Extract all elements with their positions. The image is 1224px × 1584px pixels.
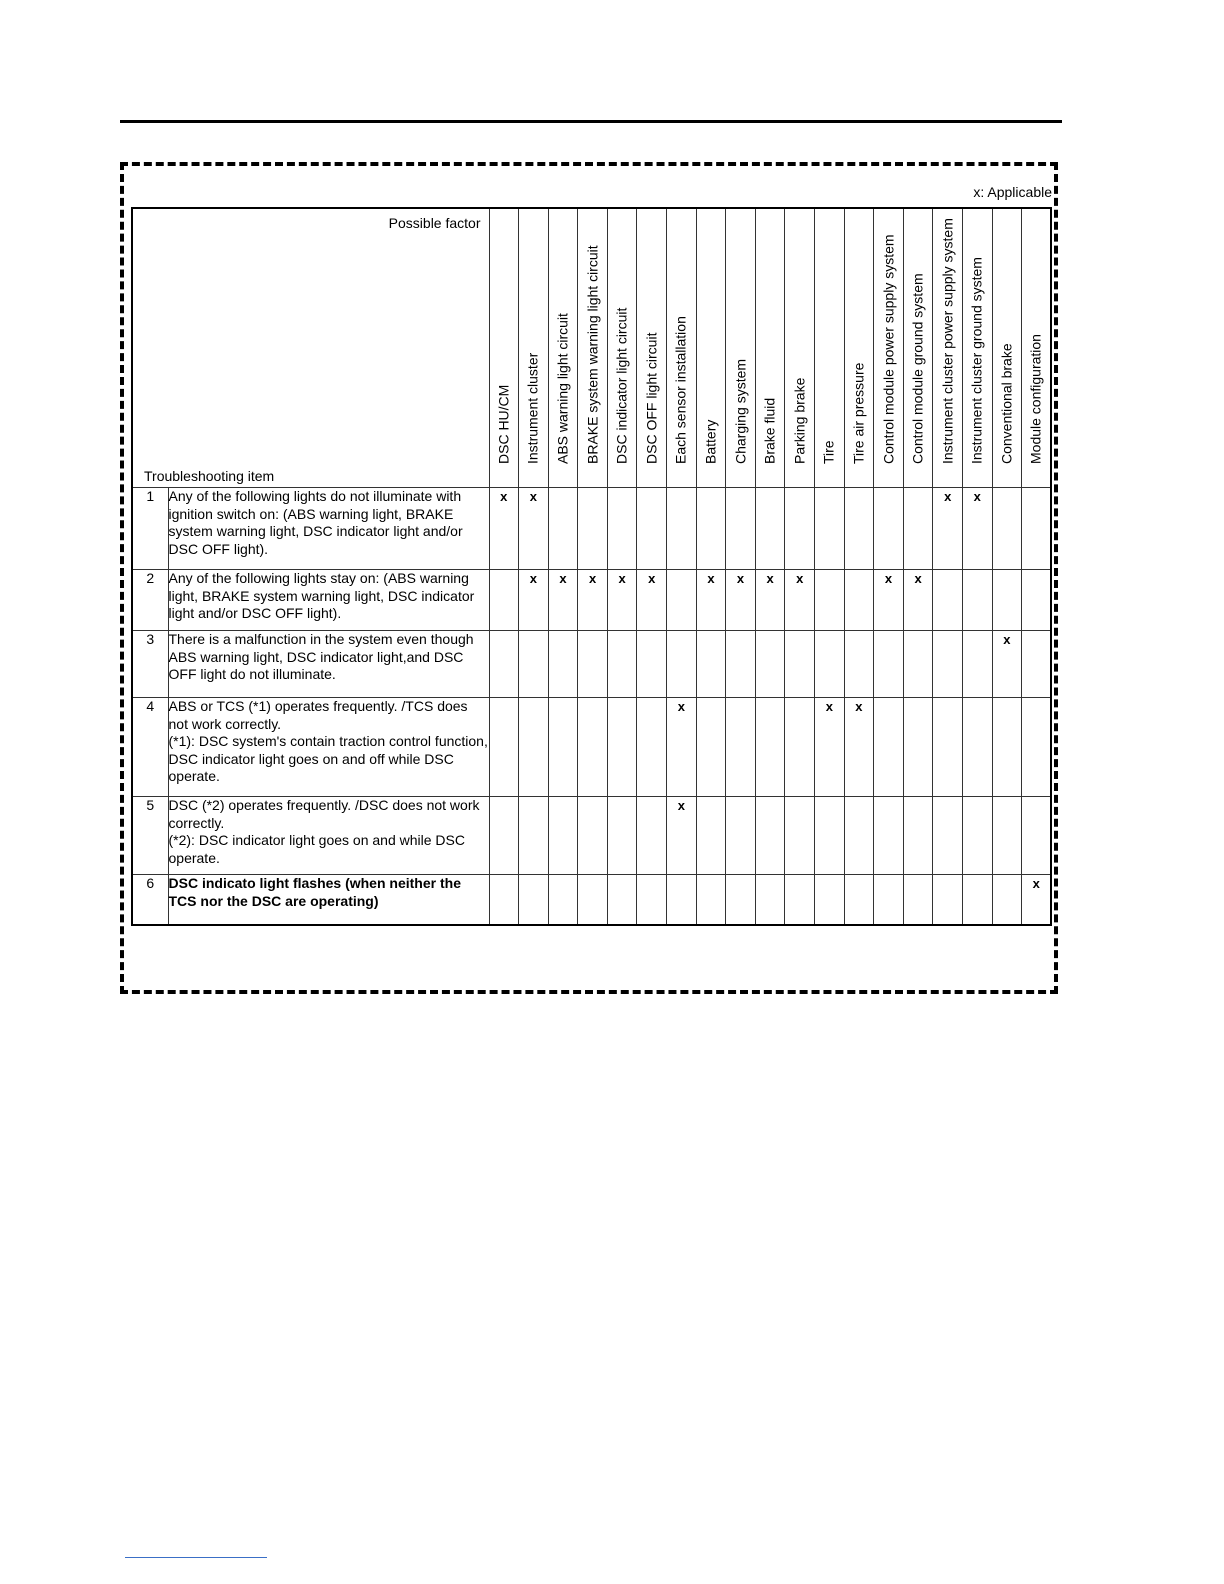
applicability-cell xyxy=(785,698,815,797)
factor-header xyxy=(992,208,1022,488)
table-row xyxy=(132,488,1051,570)
applicability-cell xyxy=(519,875,549,925)
applicability-cell xyxy=(726,631,756,698)
applicability-cell xyxy=(755,488,785,570)
applicability-cell xyxy=(785,631,815,698)
factor-header xyxy=(489,208,519,488)
applicable-mark: x xyxy=(973,489,981,504)
factor-header xyxy=(874,208,904,488)
applicable-mark: x xyxy=(855,699,863,714)
applicable-mark: x xyxy=(648,571,656,586)
factor-label: BRAKE system warning light circuit xyxy=(583,244,600,464)
factor-label: Conventional brake xyxy=(998,342,1015,464)
applicability-cell xyxy=(726,698,756,797)
applicability-cell xyxy=(903,488,933,570)
applicability-cell xyxy=(1022,570,1052,631)
applicability-cell xyxy=(874,797,904,875)
applicability-cell xyxy=(844,698,874,797)
applicable-mark: x xyxy=(559,571,567,586)
factor-header xyxy=(726,208,756,488)
factor-header xyxy=(903,208,933,488)
applicability-cell xyxy=(963,797,993,875)
applicability-cell xyxy=(874,488,904,570)
applicability-cell xyxy=(489,797,519,875)
applicable-mark: x xyxy=(618,571,626,586)
factor-label: DSC OFF light circuit xyxy=(643,332,660,464)
factor-label: Module configuration xyxy=(1027,333,1044,464)
applicability-cell xyxy=(519,488,549,570)
applicability-cell xyxy=(696,570,726,631)
applicability-cell xyxy=(726,570,756,631)
applicability-cell xyxy=(637,570,667,631)
row-number: 5 xyxy=(132,797,168,875)
applicability-cell xyxy=(815,875,845,925)
table-row xyxy=(132,797,1051,875)
applicability-cell xyxy=(755,570,785,631)
applicability-cell xyxy=(489,488,519,570)
applicability-cell xyxy=(933,875,963,925)
factor-label: DSC indicator light circuit xyxy=(613,307,630,464)
factor-header xyxy=(1022,208,1052,488)
factor-label: Tire air pressure xyxy=(850,362,867,464)
factor-label: Tire xyxy=(820,439,837,464)
applicability-cell xyxy=(874,570,904,631)
factor-label: Each sensor installation xyxy=(672,315,689,464)
applicability-cell xyxy=(992,797,1022,875)
row-number: 4 xyxy=(132,698,168,797)
applicability-cell xyxy=(548,698,578,797)
applicability-cell xyxy=(726,797,756,875)
applicability-cell xyxy=(637,488,667,570)
applicability-cell xyxy=(519,698,549,797)
factor-header xyxy=(667,208,697,488)
row-number: 6 xyxy=(132,875,168,925)
applicability-cell xyxy=(607,631,637,698)
factor-label: DSC HU/CM xyxy=(495,384,512,464)
row-description: Any of the following lights do not illuminate with ignition switch on: (ABS warning light, BRAKE system warning light, DSC indicator light and/or DSC OFF light). xyxy=(168,488,489,570)
troubleshooting-item-label: Troubleshooting item xyxy=(144,467,275,484)
applicability-cell xyxy=(696,488,726,570)
table-row xyxy=(132,698,1051,797)
applicable-mark: x xyxy=(884,571,893,586)
applicable-mark: x xyxy=(707,571,715,586)
top-rule xyxy=(120,120,1062,123)
applicability-cell xyxy=(548,570,578,631)
factor-header xyxy=(755,208,785,488)
factor-header xyxy=(607,208,637,488)
applicable-mark: x xyxy=(1032,876,1040,891)
applicability-cell xyxy=(874,631,904,698)
factor-header xyxy=(637,208,667,488)
header-row xyxy=(132,208,1051,488)
table-row xyxy=(132,570,1051,631)
applicability-cell xyxy=(578,570,608,631)
factor-header xyxy=(548,208,578,488)
factor-label: Battery xyxy=(702,419,719,464)
applicability-cell xyxy=(519,797,549,875)
applicability-cell xyxy=(815,797,845,875)
applicable-mark: x xyxy=(825,699,833,714)
applicability-cell xyxy=(903,875,933,925)
applicable-mark: x xyxy=(796,571,804,586)
factor-label: Instrument cluster xyxy=(524,352,541,464)
applicability-cell xyxy=(637,875,667,925)
applicability-cell xyxy=(1022,875,1052,925)
applicability-cell xyxy=(637,698,667,797)
applicability-cell xyxy=(992,698,1022,797)
factor-label: ABS warning light circuit xyxy=(554,312,571,464)
applicability-cell xyxy=(755,631,785,698)
applicability-cell xyxy=(963,631,993,698)
applicability-cell xyxy=(578,698,608,797)
row-description: ABS or TCS (*1) operates frequently. /TCS does not work correctly. (*1): DSC system's contain traction control function, DSC indicator light goes on and off while DSC operate. xyxy=(168,698,489,797)
applicability-cell xyxy=(844,631,874,698)
applicability-cell xyxy=(696,875,726,925)
row-number: 1 xyxy=(132,488,168,570)
applicability-cell xyxy=(1022,698,1052,797)
applicability-cell xyxy=(548,488,578,570)
applicability-cell xyxy=(578,797,608,875)
applicability-cell xyxy=(578,875,608,925)
applicability-cell xyxy=(992,570,1022,631)
applicability-cell xyxy=(933,631,963,698)
applicable-mark: x xyxy=(914,571,922,586)
applicability-cell xyxy=(815,631,845,698)
table-row xyxy=(132,631,1051,698)
factor-header xyxy=(963,208,993,488)
factor-label: Control module ground system xyxy=(909,272,926,464)
applicability-cell xyxy=(844,875,874,925)
factor-header xyxy=(933,208,963,488)
applicable-mark: x xyxy=(766,571,774,586)
applicability-cell xyxy=(667,570,697,631)
applicability-cell xyxy=(489,875,519,925)
applicability-cell xyxy=(667,797,697,875)
corner-header xyxy=(132,208,489,488)
applicability-cell xyxy=(726,875,756,925)
applicability-cell xyxy=(667,698,697,797)
applicable-mark: x xyxy=(677,699,685,714)
applicability-cell xyxy=(963,698,993,797)
applicability-cell xyxy=(903,570,933,631)
applicability-cell xyxy=(607,698,637,797)
applicability-cell xyxy=(785,797,815,875)
applicability-cell xyxy=(815,488,845,570)
applicability-cell xyxy=(607,488,637,570)
applicable-mark: x xyxy=(588,571,597,586)
applicability-cell xyxy=(963,488,993,570)
applicable-mark: x xyxy=(736,571,745,586)
possible-factor-label: Possible factor xyxy=(388,215,481,231)
applicability-cell xyxy=(548,797,578,875)
applicability-cell xyxy=(815,570,845,631)
applicability-cell xyxy=(696,631,726,698)
applicable-mark: x xyxy=(944,489,952,504)
factor-label: Control module power supply system xyxy=(879,233,896,464)
applicability-cell xyxy=(844,570,874,631)
applicability-cell xyxy=(696,797,726,875)
applicability-cell xyxy=(667,488,697,570)
factor-header xyxy=(696,208,726,488)
applicability-cell xyxy=(815,698,845,797)
applicability-cell xyxy=(903,631,933,698)
factor-header xyxy=(785,208,815,488)
applicability-cell xyxy=(696,698,726,797)
applicability-cell xyxy=(933,797,963,875)
row-description: DSC (*2) operates frequently. /DSC does not work correctly. (*2): DSC indicator light goes on and while DSC operate. xyxy=(168,797,489,875)
applicable-mark: x xyxy=(529,571,537,586)
factor-header xyxy=(815,208,845,488)
applicability-cell xyxy=(903,698,933,797)
applicability-cell xyxy=(755,797,785,875)
row-description: There is a malfunction in the system even though ABS warning light, DSC indicator light,and DSC OFF light do not illuminate. xyxy=(168,631,489,698)
applicability-cell xyxy=(667,631,697,698)
applicable-mark: x xyxy=(529,489,537,504)
factor-label: Parking brake xyxy=(790,377,807,464)
applicability-cell xyxy=(1022,797,1052,875)
applicable-mark: x xyxy=(500,489,508,504)
applicability-cell xyxy=(903,797,933,875)
factor-header xyxy=(519,208,549,488)
applicability-cell xyxy=(755,698,785,797)
applicability-cell xyxy=(785,570,815,631)
applicable-mark: x xyxy=(677,798,685,813)
applicability-cell xyxy=(992,488,1022,570)
applicability-cell xyxy=(548,875,578,925)
applicability-cell xyxy=(489,631,519,698)
applicability-cell xyxy=(874,875,904,925)
applicable-mark: x xyxy=(1003,632,1011,647)
applicability-cell xyxy=(785,875,815,925)
factor-label: Brake fluid xyxy=(761,397,778,464)
applicability-cell xyxy=(874,698,904,797)
applicability-cell xyxy=(1022,631,1052,698)
troubleshooting-matrix xyxy=(131,207,1052,926)
applicability-cell xyxy=(785,488,815,570)
table-row xyxy=(132,875,1051,925)
applicability-cell xyxy=(607,875,637,925)
factor-label: Instrument cluster ground system xyxy=(968,256,985,464)
factor-header xyxy=(844,208,874,488)
applicability-cell xyxy=(578,488,608,570)
row-number: 3 xyxy=(132,631,168,698)
applicability-cell xyxy=(489,698,519,797)
applicability-cell xyxy=(489,570,519,631)
applicability-cell xyxy=(933,698,963,797)
applicability-cell xyxy=(963,570,993,631)
row-description: DSC indicato light flashes (when neither the TCS nor the DSC are operating) xyxy=(168,875,489,925)
applicability-cell xyxy=(963,875,993,925)
applicability-cell xyxy=(519,631,549,698)
applicability-cell xyxy=(992,631,1022,698)
applicability-cell xyxy=(637,797,667,875)
applicability-cell xyxy=(667,875,697,925)
factor-label: Charging system xyxy=(731,358,748,464)
applicability-cell xyxy=(992,875,1022,925)
applicability-cell xyxy=(844,488,874,570)
applicability-cell xyxy=(548,631,578,698)
applicability-cell xyxy=(637,631,667,698)
applicability-cell xyxy=(726,488,756,570)
applicability-cell xyxy=(755,875,785,925)
row-number: 2 xyxy=(132,570,168,631)
applicability-cell xyxy=(933,570,963,631)
footer-rule xyxy=(125,1557,267,1558)
applicability-cell xyxy=(1022,488,1052,570)
applicability-cell xyxy=(844,797,874,875)
row-description: Any of the following lights stay on: (ABS warning light, BRAKE system warning light, DSC indicator light and/or DSC OFF light). xyxy=(168,570,489,631)
applicability-cell xyxy=(578,631,608,698)
applicability-cell xyxy=(519,570,549,631)
applicability-cell xyxy=(607,570,637,631)
legend: x: Applicable xyxy=(973,184,1052,200)
applicability-cell xyxy=(933,488,963,570)
factor-label: Instrument cluster power supply system xyxy=(938,217,955,464)
factor-header xyxy=(578,208,608,488)
applicability-cell xyxy=(607,797,637,875)
